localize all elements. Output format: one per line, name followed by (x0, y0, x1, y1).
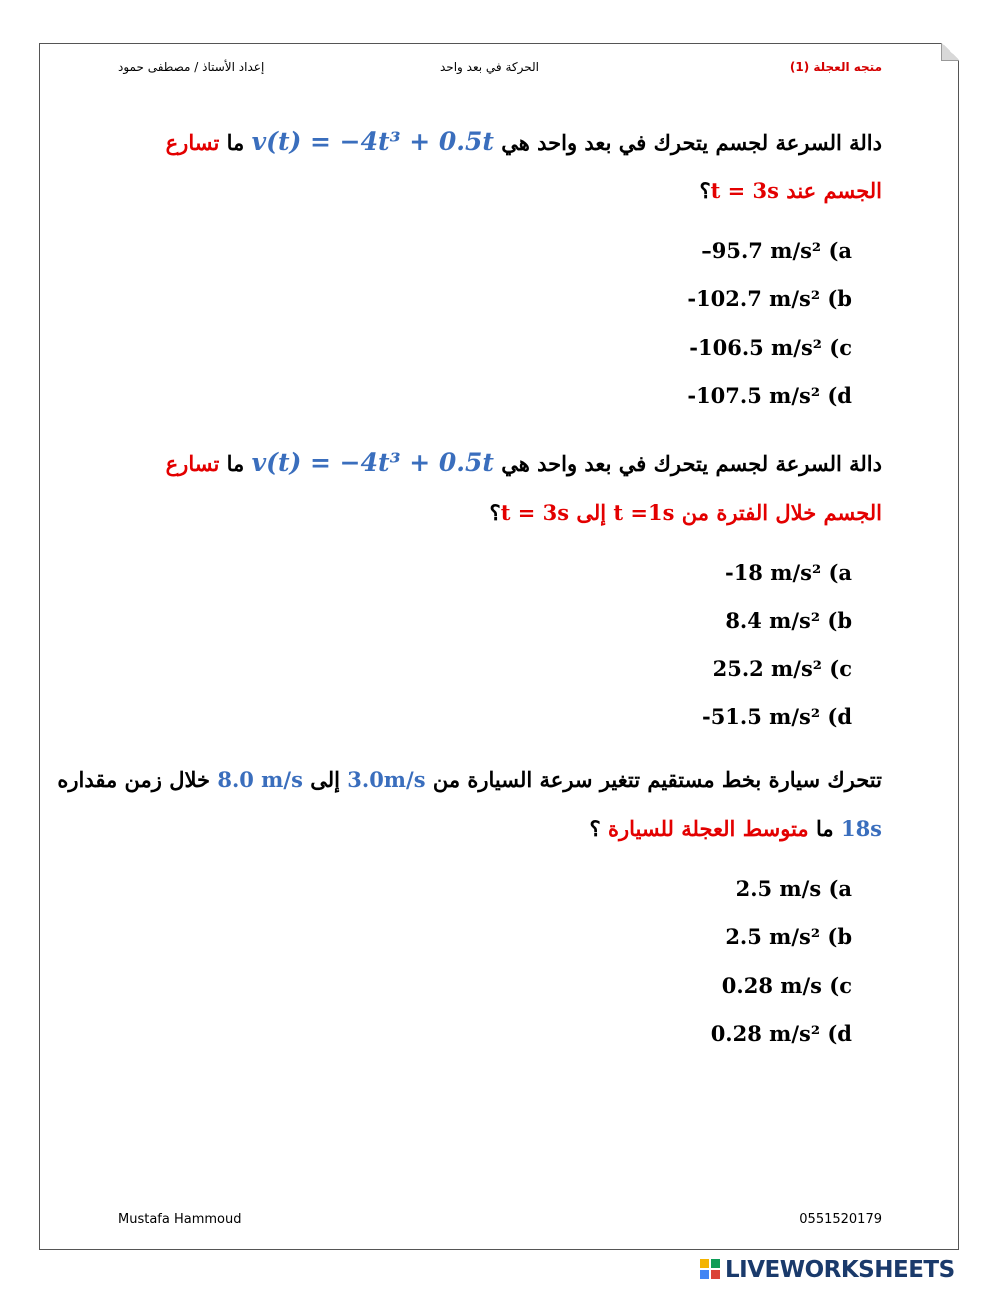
question-3-option-a[interactable]: 2.5 m/s (a (735, 876, 852, 901)
question-3-line-2: 18s ما متوسط العجلة للسيارة ؟ (589, 816, 882, 841)
liveworksheets-text: LIVEWORKSHEETS (725, 1257, 955, 1283)
page-header (100, 60, 882, 80)
question-1-option-c[interactable]: -106.5 m/s² (c (689, 335, 852, 360)
header-lesson: الحركة في بعد واحد (440, 60, 539, 74)
liveworksheets-icon (700, 1259, 722, 1281)
question-2-option-a[interactable]: -18 m/s² (a (724, 560, 852, 585)
question-1-option-b[interactable]: -102.7 m/s² (b (687, 286, 852, 311)
question-2-line-2: الجسم خلال الفترة من t =1s إلى t = 3s؟ (489, 500, 882, 525)
footer-phone: 0551520179 (799, 1212, 882, 1227)
question-3-line-1: تتحرك سيارة بخط مستقيم تتغير سرعة السيارة من 3.0m/s إلى 8.0 m/s خلال زمن مقداره (57, 767, 882, 792)
header-author: إعداد الأستاذ / مصطفى حمود (118, 60, 265, 74)
question-1-option-d[interactable]: -107.5 m/s² (d (687, 383, 852, 408)
question-1-line-1: دالة السرعة لجسم يتحرك في بعد واحد هي v(t) = −4t³ + 0.5t ما تسارع (165, 127, 882, 156)
question-3-option-c[interactable]: 0.28 m/s (c (721, 973, 852, 998)
header-topic: متجه العجلة (1) (789, 60, 882, 74)
question-1-line-2: الجسم عند t = 3s؟ (699, 178, 882, 203)
question-2-option-b[interactable]: 8.4 m/s² (b (725, 608, 852, 633)
footer-author: Mustafa Hammoud (118, 1212, 242, 1227)
question-3-option-d[interactable]: 0.28 m/s² (d (710, 1021, 852, 1046)
question-2-line-1: دالة السرعة لجسم يتحرك في بعد واحد هي v(t) = −4t³ + 0.5t ما تسارع (165, 448, 882, 477)
question-3-option-b[interactable]: 2.5 m/s² (b (725, 924, 852, 949)
page-corner-fold (941, 43, 959, 61)
liveworksheets-logo[interactable] (700, 1257, 955, 1283)
worksheet-page (39, 43, 959, 1250)
question-2-option-c[interactable]: 25.2 m/s² (c (712, 656, 852, 681)
question-2-option-d[interactable]: -51.5 m/s² (d (701, 704, 852, 729)
velocity-formula: v(t) = −4t³ + 0.5t (251, 448, 494, 477)
question-1-option-a[interactable]: –95.7 m/s² (a (701, 238, 852, 263)
velocity-formula: v(t) = −4t³ + 0.5t (251, 127, 494, 156)
